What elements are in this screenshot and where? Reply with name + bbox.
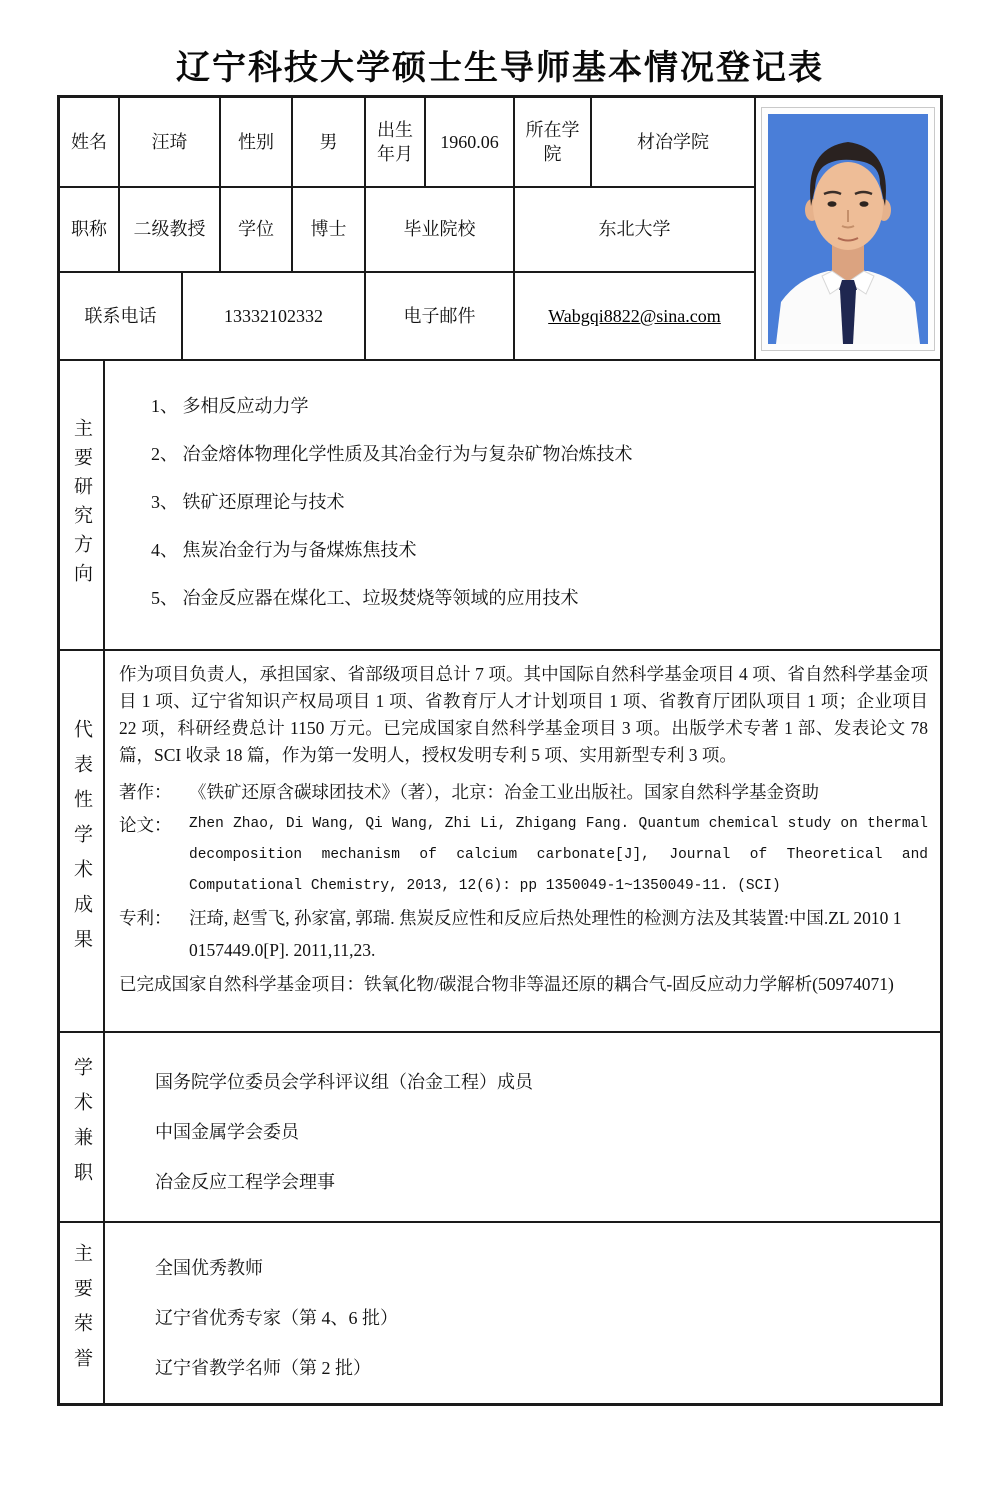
list-item: 辽宁省教学名师（第 2 批） <box>155 1358 371 1378</box>
research-content <box>105 361 940 649</box>
section-honors <box>60 1223 940 1403</box>
memberships-content <box>105 1033 940 1221</box>
list-item: 中国金属学会委员 <box>155 1122 299 1142</box>
list-item: 全国优秀教师 <box>155 1258 263 1278</box>
paper-entry <box>119 809 928 902</box>
table-row <box>60 98 754 188</box>
gender-label: 性别 <box>221 98 293 186</box>
identity-block <box>60 98 940 361</box>
achievements-summary: 作为项目负责人，承担国家、省部级项目总计 7 项。其中国际自然科学基金项目 4 项、省自然科学基金项目 1 项、辽宁省知识产权局项目 1 项、省教育厅人才计划项目 1 项、省教育厅团队项目 1 项；企业项目 22 项，科研经费总计 1150 万元。已完成国家自然科学基金项目 3 项。出版学术专著 1 部、发表论文 78 篇，SCI 收录 18 篇，作为第一发明人，授权发明专利 5 项、实用新型专利 3 项。 <box>119 664 928 765</box>
section-memberships <box>60 1033 940 1223</box>
honors-label-text: 主要荣誉 <box>71 1243 92 1383</box>
patent-entry-label: 专利： <box>119 908 172 928</box>
list-item: 5、 冶金反应器在煤化工、垃圾焚烧等领域的应用技术 <box>151 588 579 608</box>
book-entry-label: 著作： <box>119 782 172 802</box>
title-label: 职称 <box>60 188 120 271</box>
list-item: 冶金反应工程学会理事 <box>155 1172 335 1192</box>
list-item: 4、 焦炭冶金行为与备煤炼焦技术 <box>151 540 417 560</box>
paper-entry-label: 论文： <box>119 815 172 835</box>
registration-form-table <box>57 95 943 1406</box>
research-label-text: 主要研究方向 <box>71 418 92 592</box>
section-achievements-label <box>60 651 105 1031</box>
book-entry <box>119 776 928 809</box>
completed-project: 已完成国家自然科学基金项目：铁氧化物/碳混合物非等温还原的耦合气-固反应动力学解析(50974071) <box>119 974 894 994</box>
section-memberships-label <box>60 1033 105 1221</box>
eye <box>828 201 837 207</box>
achievements-label-text: 代表性学术成果 <box>71 718 92 964</box>
birth-label: 出生年月 <box>366 98 426 186</box>
photo-cell <box>756 98 940 359</box>
phone-label: 联系电话 <box>60 273 183 359</box>
face <box>813 162 883 250</box>
identity-fields <box>60 98 756 359</box>
email-link[interactable]: Wabgqi8822@sina.com <box>548 305 721 326</box>
name-label: 姓名 <box>60 98 120 186</box>
birth-value: 1960.06 <box>426 98 515 186</box>
list-item: 2、 冶金熔体物理化学性质及其冶金行为与复杂矿物冶炼技术 <box>151 444 633 464</box>
paper-entry-text: Zhen Zhao, Di Wang, Qi Wang, Zhi Li, Zhigang Fang. Quantum chemical study on thermal decomposition mechanism of calcium carbonate[J], Journal of Theoretical and Computational Chemistry, 2013, 12(6): pp 1350049-1~1350049-11. (SCI) <box>189 816 928 894</box>
graduate-school-value: 东北大学 <box>598 219 671 240</box>
gender-value: 男 <box>293 98 366 186</box>
section-achievements <box>60 651 940 1033</box>
email-label: 电子邮件 <box>366 273 515 359</box>
portrait-photo <box>761 107 935 351</box>
table-row <box>60 273 754 359</box>
patent-entry <box>119 902 928 966</box>
graduate-school-label: 毕业院校 <box>366 188 515 271</box>
patent-entry-text: 汪琦, 赵雪飞, 孙家富, 郭瑞. 焦炭反应性和反应后热处理性的检测方法及其装置:中国.ZL 2010 1 0157449.0[P]. 2011,11,23. <box>189 908 902 960</box>
table-row <box>60 188 754 273</box>
memberships-label-text: 学术兼职 <box>71 1057 92 1197</box>
name-value: 汪琦 <box>120 98 221 186</box>
section-honors-label <box>60 1223 105 1403</box>
degree-value: 博士 <box>293 188 366 271</box>
title-value: 二级教授 <box>120 188 221 271</box>
tie-knot <box>839 280 857 290</box>
list-item: 1、 多相反应动力学 <box>151 396 309 416</box>
portrait-illustration <box>768 114 928 344</box>
section-research-label <box>60 361 105 649</box>
college-value: 材冶学院 <box>637 131 709 152</box>
list-item: 国务院学位委员会学科评议组（冶金工程）成员 <box>155 1072 533 1092</box>
degree-label: 学位 <box>221 188 293 271</box>
phone-value: 13332102332 <box>183 273 366 359</box>
list-item: 辽宁省优秀专家（第 4、6 批） <box>155 1308 398 1328</box>
list-item: 3、 铁矿还原理论与技术 <box>151 492 345 512</box>
section-research <box>60 361 940 651</box>
book-entry-text: 《铁矿还原含碳球团技术》（著），北京：冶金工业出版社。国家自然科学基金资助 <box>189 782 819 802</box>
college-label: 所在学院 <box>515 98 592 186</box>
achievements-content <box>105 651 940 1031</box>
honors-content <box>105 1223 940 1403</box>
email-cell <box>515 273 754 359</box>
eye <box>860 201 869 207</box>
page-title: 辽宁科技大学硕士生导师基本情况登记表 <box>176 49 824 87</box>
